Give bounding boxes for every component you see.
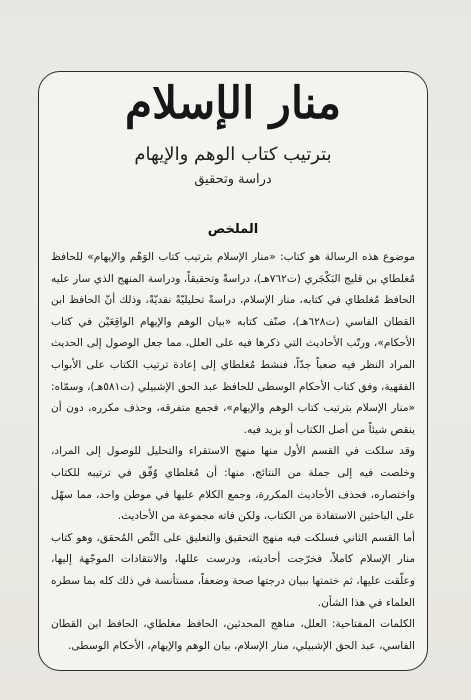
summary-paragraph: موضوع هذه الرسالة هو كتاب: «منار الإسلام بترتيب كتاب الوَهْم والإيهام» للحافظ مُغلطاي بن قليج البَكْجَري (ت٧٦٢هـ)، دراسةً وتحقيقاً، ودراسة المنهج الذي سار عليه الحافظ مُغلطاي في كتابه، منار الإسلام، دراسةً تحليليّةً نقديّةً، وذلك أنّ الحافظ ابن القطان الفاسي (ت٦٢٨هـ)، صنّف كتابه «بيان الوهم والإيهام الواقِعَيْن في كتاب الأحكام»، ورتّب الأحاديث التي ذكرها فيه على العلل، مما جعل الوصول إلى الحديث المراد النظر فيه صعباً جدّاً، فنشط مُغلطاي إلى إعادة ترتيب الكتاب على الأبواب الفقهية، وفق كتاب الأحكام الوسطى للحافظ عبد الحق الإشبيلي (ت٥٨١هـ)، وسمّاه: «منار الإسلام بترتيب كتاب الوهم والإيهام»، فجمع متفرقه، وحذف مكرره، دون أن ينقص شيئاً من أصل الكتاب أو يزيد فيه. (51, 251, 415, 436)
book-subtitle: بترتيب كتاب الوهم والإيهام (134, 144, 332, 165)
summary-heading: الملخص (207, 222, 259, 237)
summary-body (51, 247, 415, 657)
study-line: دراسة وتحقيق (194, 172, 272, 187)
abstract-frame (38, 71, 428, 671)
summary-paragraph: أما القسم الثاني فسلكت فيه منهج التحقيق والتعليق على النَّص المُحقق، وهو كتاب منار الإسلام كاملاً، فخرّجت أحاديثه، ودرست عللها، والانتقادات الموجّهة إليها، وعلّقت عليها، ثم ختمتها ببيان درجتها صحة وضعفاً، مستأنسة في ذلك كله بما سطره العلماء في هذا الشأن. (51, 531, 415, 609)
book-title: منار الإسلام (124, 78, 342, 129)
summary-paragraph: وقد سلكت في القسم الأول منها منهج الاستقراء والتحليل للوصول إلى المراد، وخلصت فيه إلى جملة من النتائج، منها: أن مُغلطاي وُفّق في ترتيبه للكتاب واختصاره، فحذف الأحاديث المكررة، وجمع الكلام عليها في موطن واحد، مما سهّل على الباحثين الاستفادة من الكتاب، ولكن فاته مجموعة من الأحاديث. (51, 445, 415, 523)
keywords-paragraph: الكلمات المفتاحية: العلل، مناهج المحدثين، الحافظ مغلطاي، الحافظ ابن القطان الفاسي، عبد الحق الإشبيلي، منار الإسلام، بيان الوهم والإيهام، الأحكام الوسطى. (51, 618, 415, 652)
